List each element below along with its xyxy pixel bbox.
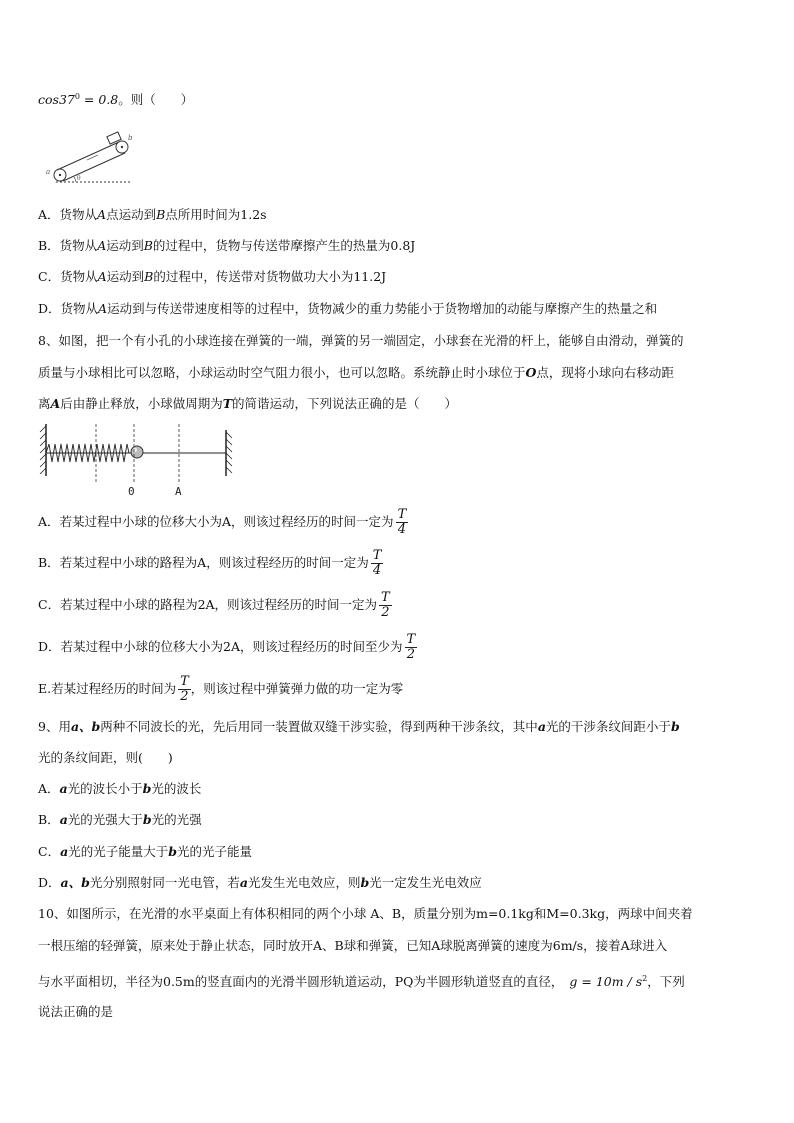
q8-option-e-den: 2 [180,689,189,704]
q9-option-c-v2: b [168,844,177,859]
q10-text-3b: ，下列 [647,974,685,990]
q9-option-a-v2: b [142,781,152,796]
q8-option-b [38,546,383,580]
q9-option-b-mid: 光的光强大于 [67,812,143,827]
q7-option-b-pre: B．货物从 [38,238,98,253]
q8-stem-text-2b: 点，现将小球向右移动距 [536,365,674,380]
q10-line-2 [38,937,667,955]
q8-option-e-num: T [180,674,189,689]
q9-option-d-v3: b [360,875,370,890]
q8-stem-text-3b: 后由静止释放，小球做周期为 [60,396,223,411]
q8-stem-text-3a: 离 [38,396,51,411]
q8-option-c-text: C．若某过程中小球的路程为2A，则该过程经历的时间一定为 [38,597,378,612]
q9-option-b-v2: b [142,812,152,827]
q7-option-c [38,268,386,286]
q8-option-a [38,505,408,539]
q8-option-b-num: T [372,548,382,563]
q10-text-2: 一根压缩的轻弹簧，原来处于静止状态，同时放开A、B球和弹簧，已知A球脱离弹簧的速度为6m/s，接着A球进入 [38,938,668,953]
q9-option-d [38,874,482,892]
q8-option-c-fraction [379,591,392,620]
q7-option-d-mid: 运动到与传送带速度相等的过程中，货物减少的重力势能小于货物增加的动能与摩擦产生的热量之和 [107,301,658,316]
q8-option-a-den: 4 [397,522,407,537]
q9-option-a-v1: a [59,781,68,796]
q10-line-1 [38,905,693,923]
q10-text-3a: 与水平面相切，半径为0.5m的竖直面内的光滑半圆形轨道运动，PQ为半圆形轨道竖直的直径， [38,974,564,990]
q7-option-a-pre: A．货物从 [38,207,98,222]
q8-option-b-den: 4 [372,563,382,578]
q10-line-3 [38,970,685,991]
q8-option-e-pre: E.若某过程经历的时间为 [38,681,177,696]
q9-option-d-rest: 光发生光电效应，则 [248,875,361,890]
q8-stem-text-1: 8、如图，把一个有小孔的小球连接在弹簧的一端，弹簧的另一端固定，小球套在光滑的杆上，能够自由滑动，弹簧的 [38,333,684,348]
q9-option-b-v1: a [59,812,68,827]
question-7-tail-line [38,88,193,109]
q8-option-e-fraction [178,675,191,704]
q9-option-c [38,843,252,861]
q8-option-d-text: D．若某过程中小球的位移大小为2A，则该过程经历的时间至少为 [38,639,403,654]
q9-option-d-mid: 光分别照射同一光电管，若 [89,875,240,890]
q9-option-c-letter: C． [38,844,61,859]
q8-option-a-text: A．若某过程中小球的位移大小为A，则该过程经历的时间一定为 [38,514,394,529]
q9-option-d-rest2: 光一定发生光电效应 [369,875,482,890]
q9-option-a-rest: 光的波长 [151,781,202,796]
q10-text-4: 说法正确的是 [38,1004,114,1019]
q9-option-b-letter: B． [38,812,60,827]
q7-option-a-mid: 点运动到 [106,207,157,222]
q7-option-d [38,300,657,318]
q9-var-b: b [670,719,680,734]
q9-option-c-rest: 光的光子能量 [176,844,252,859]
q10-gravity: g = 10m / s [569,974,643,990]
q9-stem-1c: 光的干涉条纹间距小于 [545,719,671,734]
q9-stem-line-2 [38,749,173,767]
q8-amplitude-a: A [50,396,61,411]
q7-option-b [38,237,415,255]
q10-text-1: 10、如图所示，在光滑的水平桌面上有体积相同的两个小球 A、B，质量分别为m=0.1kg和M=0.3kg，两球中间夹着 [38,906,693,921]
q9-stem-line-1 [38,718,680,736]
q7-option-d-pre: D．货物从 [38,301,99,316]
q9-option-b-rest: 光的光强 [151,812,202,827]
q9-stem-1b: 两种不同波长的光，先后用同一装置做双缝干涉实验，得到两种干涉条纹，其中 [100,719,538,734]
q8-option-d-fraction [405,633,418,662]
q8-option-d-num: T [406,632,416,647]
belt-label-b: b [128,134,133,142]
q7-option-c-pre: C．货物从 [38,269,98,284]
q9-option-a-letter: A． [38,781,60,796]
q9-stem-1a: 9、用 [38,719,71,734]
q9-option-c-mid: 光的光子能量大于 [68,844,169,859]
q8-option-b-text: B．若某过程中小球的路程为A，则该过程经历的时间一定为 [38,555,369,570]
spring-label-a: A [175,485,182,498]
q9-option-c-v1: a [60,844,69,859]
q9-var-a: a [537,719,546,734]
q8-option-c-num: T [381,590,390,605]
q8-stem-line-1 [38,332,683,350]
q8-option-a-num: T [397,507,407,522]
q7-option-c-var1: A [97,269,107,284]
spring-label-o: 0 [128,485,135,498]
q8-option-d-den: 2 [406,647,415,662]
q7-option-d-var1: A [98,301,108,316]
q7-option-b-post: 的过程中，货物与传送带摩擦产生的热量为0.8J [152,238,416,253]
q9-option-a [38,780,201,798]
q8-option-b-fraction [371,549,384,578]
q7-option-a-post: 点所用时间为1.2s [165,207,267,222]
q8-option-c-den: 2 [381,605,390,620]
q8-option-d [38,630,417,664]
q7-option-a-var2: B [156,207,166,222]
q9-var-ab: a、b [70,719,101,734]
cos-expression: cos37 [38,92,75,108]
q9-stem-2: 光的条纹间距，则( ) [38,750,173,765]
q7-option-a-var1: A [97,207,107,222]
q7-option-c-post: 的过程中，传送带对货物做功大小为11.2J [153,269,387,284]
belt-label-a: a [46,168,51,176]
q8-option-e-post: ，则该过程中弹簧弹力做的功一定为零 [190,681,404,696]
q9-option-a-mid: 光的波长小于 [67,781,143,796]
cos-value: = 0.8 [79,92,119,108]
q10-line-4 [38,1003,113,1021]
q7-option-b-var2: B [143,238,153,253]
q7-option-c-var2: B [144,269,154,284]
conveyor-belt-figure [40,120,140,190]
q8-option-c [38,588,392,622]
q7-option-c-mid: 运动到 [106,269,145,284]
q8-stem-text-2a: 质量与小球相比可以忽略，小球运动时空气阻力很小，也可以忽略。系统静止时小球位于 [38,365,526,380]
q7-option-b-var1: A [97,238,107,253]
q10-gravity-exponent: 2 [642,974,648,983]
q8-point-o: O [525,365,537,380]
q8-stem-line-2 [38,364,674,382]
q9-option-b [38,811,202,829]
q7-option-a [38,206,267,224]
q9-option-d-v2: a [239,875,248,890]
degree-superscript: 0 [74,92,80,101]
q8-stem-line-3 [38,395,457,413]
q8-period-t: T [222,396,233,411]
q8-option-a-fraction [396,508,409,537]
question-7-bracket: 。则（ ） [118,92,194,108]
spring-oscillator-figure [38,422,238,500]
q9-option-d-letter: D． [38,875,61,890]
q7-option-b-mid: 运动到 [106,238,144,253]
q8-stem-text-3c: 的简谐运动，下列说法正确的是（ ） [232,396,458,411]
belt-angle-label: θ [77,175,81,182]
q8-option-e [38,672,403,706]
q9-option-d-v1: a、b [60,875,90,890]
